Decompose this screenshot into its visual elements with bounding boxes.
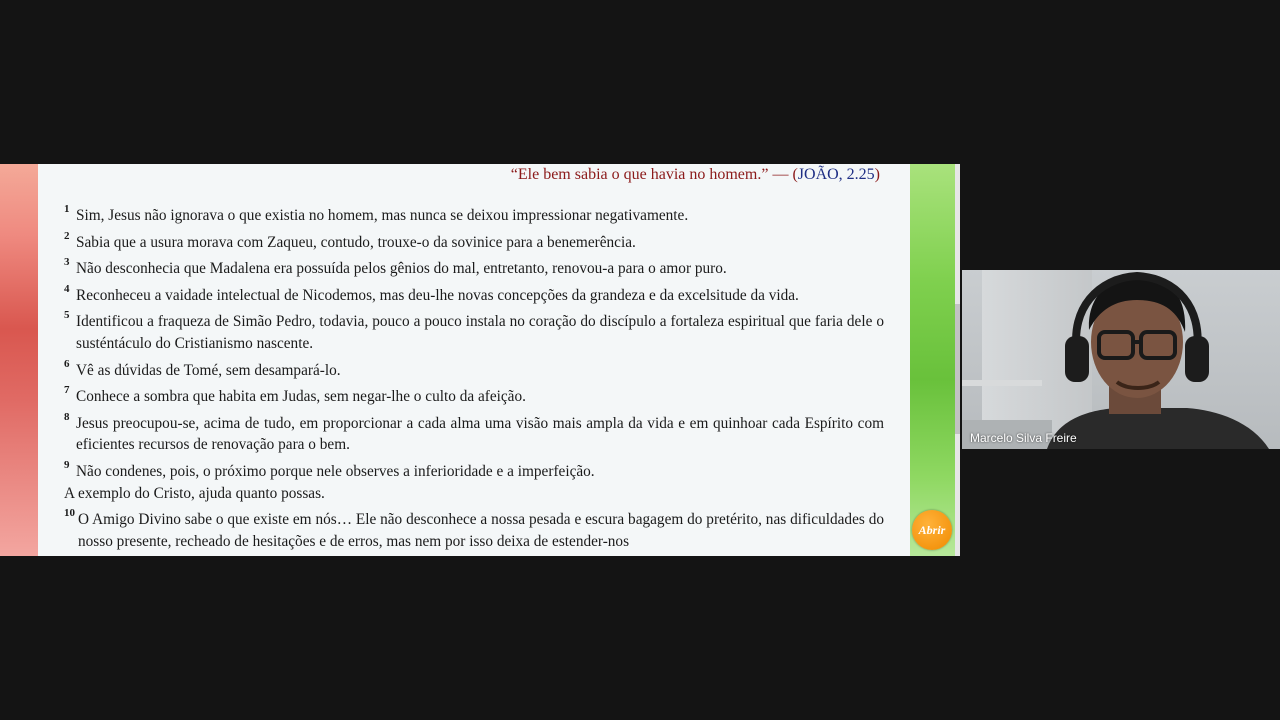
- verse-7: [64, 386, 884, 408]
- verse-text: Vê as dúvidas de Tomé, sem desampará-lo.: [76, 361, 341, 379]
- verse-text: Jesus preocupou-se, acima de tudo, em proporcionar a cada alma uma visão mais ampla da vida e em quinhoar cada Espírito com eficientes recursos de renovação para o bem.: [76, 414, 884, 454]
- verse-9: [64, 458, 884, 483]
- verse-4: [64, 282, 884, 307]
- verse-number: 7: [64, 384, 70, 397]
- verse-6: [64, 357, 884, 382]
- participant-avatar: [1037, 270, 1277, 449]
- epigraph-reference: JOÃO, 2.25: [797, 166, 875, 183]
- verse-number: 8: [64, 410, 70, 423]
- verse-number: 6: [64, 357, 70, 370]
- verse-number: 10: [64, 507, 75, 520]
- document-viewer: [0, 164, 960, 556]
- verse-list: [64, 205, 884, 556]
- verse-number: 9: [64, 458, 70, 471]
- verse-number: 4: [64, 282, 70, 295]
- verse-number: 1: [64, 203, 70, 215]
- verse-1: [64, 205, 884, 227]
- epigraph-dash: — (: [768, 166, 798, 183]
- abrir-button[interactable]: Abrir: [912, 510, 952, 550]
- verse-10: [64, 509, 884, 552]
- plain-line: A exemplo do Cristo, ajuda quanto possas.: [64, 484, 325, 502]
- verse-text: Sim, Jesus não ignorava o que existia no homem, mas nunca se deixou impressionar negativamente.: [76, 207, 689, 224]
- verse-text: Conhece a sombra que habita em Judas, sem negar-lhe o culto da afeição.: [76, 388, 526, 406]
- epigraph-quote: “Ele bem sabia o que havia no homem.”: [510, 166, 769, 183]
- background-shelf: [962, 380, 1042, 386]
- verse-2: [64, 229, 884, 254]
- verse-number: 5: [64, 309, 70, 322]
- left-decorative-band: [0, 164, 38, 556]
- verse-text: Reconheceu a vaidade intelectual de Nicodemos, mas deu-lhe novas concepções da grandeza e da excelsitude da vida.: [76, 286, 799, 304]
- participant-name: Marcelo Silva Freire: [970, 431, 1077, 445]
- verse-8: [64, 410, 884, 456]
- verse-number: 2: [64, 229, 70, 242]
- scrollbar-thumb[interactable]: [955, 304, 960, 434]
- verse-3: [64, 258, 884, 280]
- verse-text: O Amigo Divino sabe o que existe em nós… Ele não desconhece a nossa pesada e escura bagagem do pretérito, nas dificuldades do nosso presente, recheado de hesitações e de erros, mas nem por isso deixa de estender-nos: [78, 511, 884, 550]
- verse-text: Identificou a fraqueza de Simão Pedro, todavia, pouco a pouco instala no coração do discípulo a fortaleza espiritual que faria dele o susténtáculo do Cristianismo nascente.: [76, 313, 884, 352]
- verse-text: Sabia que a usura morava com Zaqueu, contudo, trouxe-o da sovinice para a benemerência.: [76, 233, 636, 251]
- right-decorative-band: [910, 164, 956, 556]
- verse-text: Não condenes, pois, o próximo porque nele observes a inferioridade e a imperfeição.: [76, 462, 595, 480]
- epigraph-close: ): [874, 166, 880, 183]
- verse-text: Não desconhecia que Madalena era possuída pelos gênios do mal, entretanto, renovou-a para o amor puro.: [76, 260, 727, 278]
- participant-video-tile[interactable]: [962, 270, 1280, 449]
- verse-number: 3: [64, 256, 70, 269]
- epigraph: [511, 166, 880, 184]
- verse-5: [64, 311, 884, 354]
